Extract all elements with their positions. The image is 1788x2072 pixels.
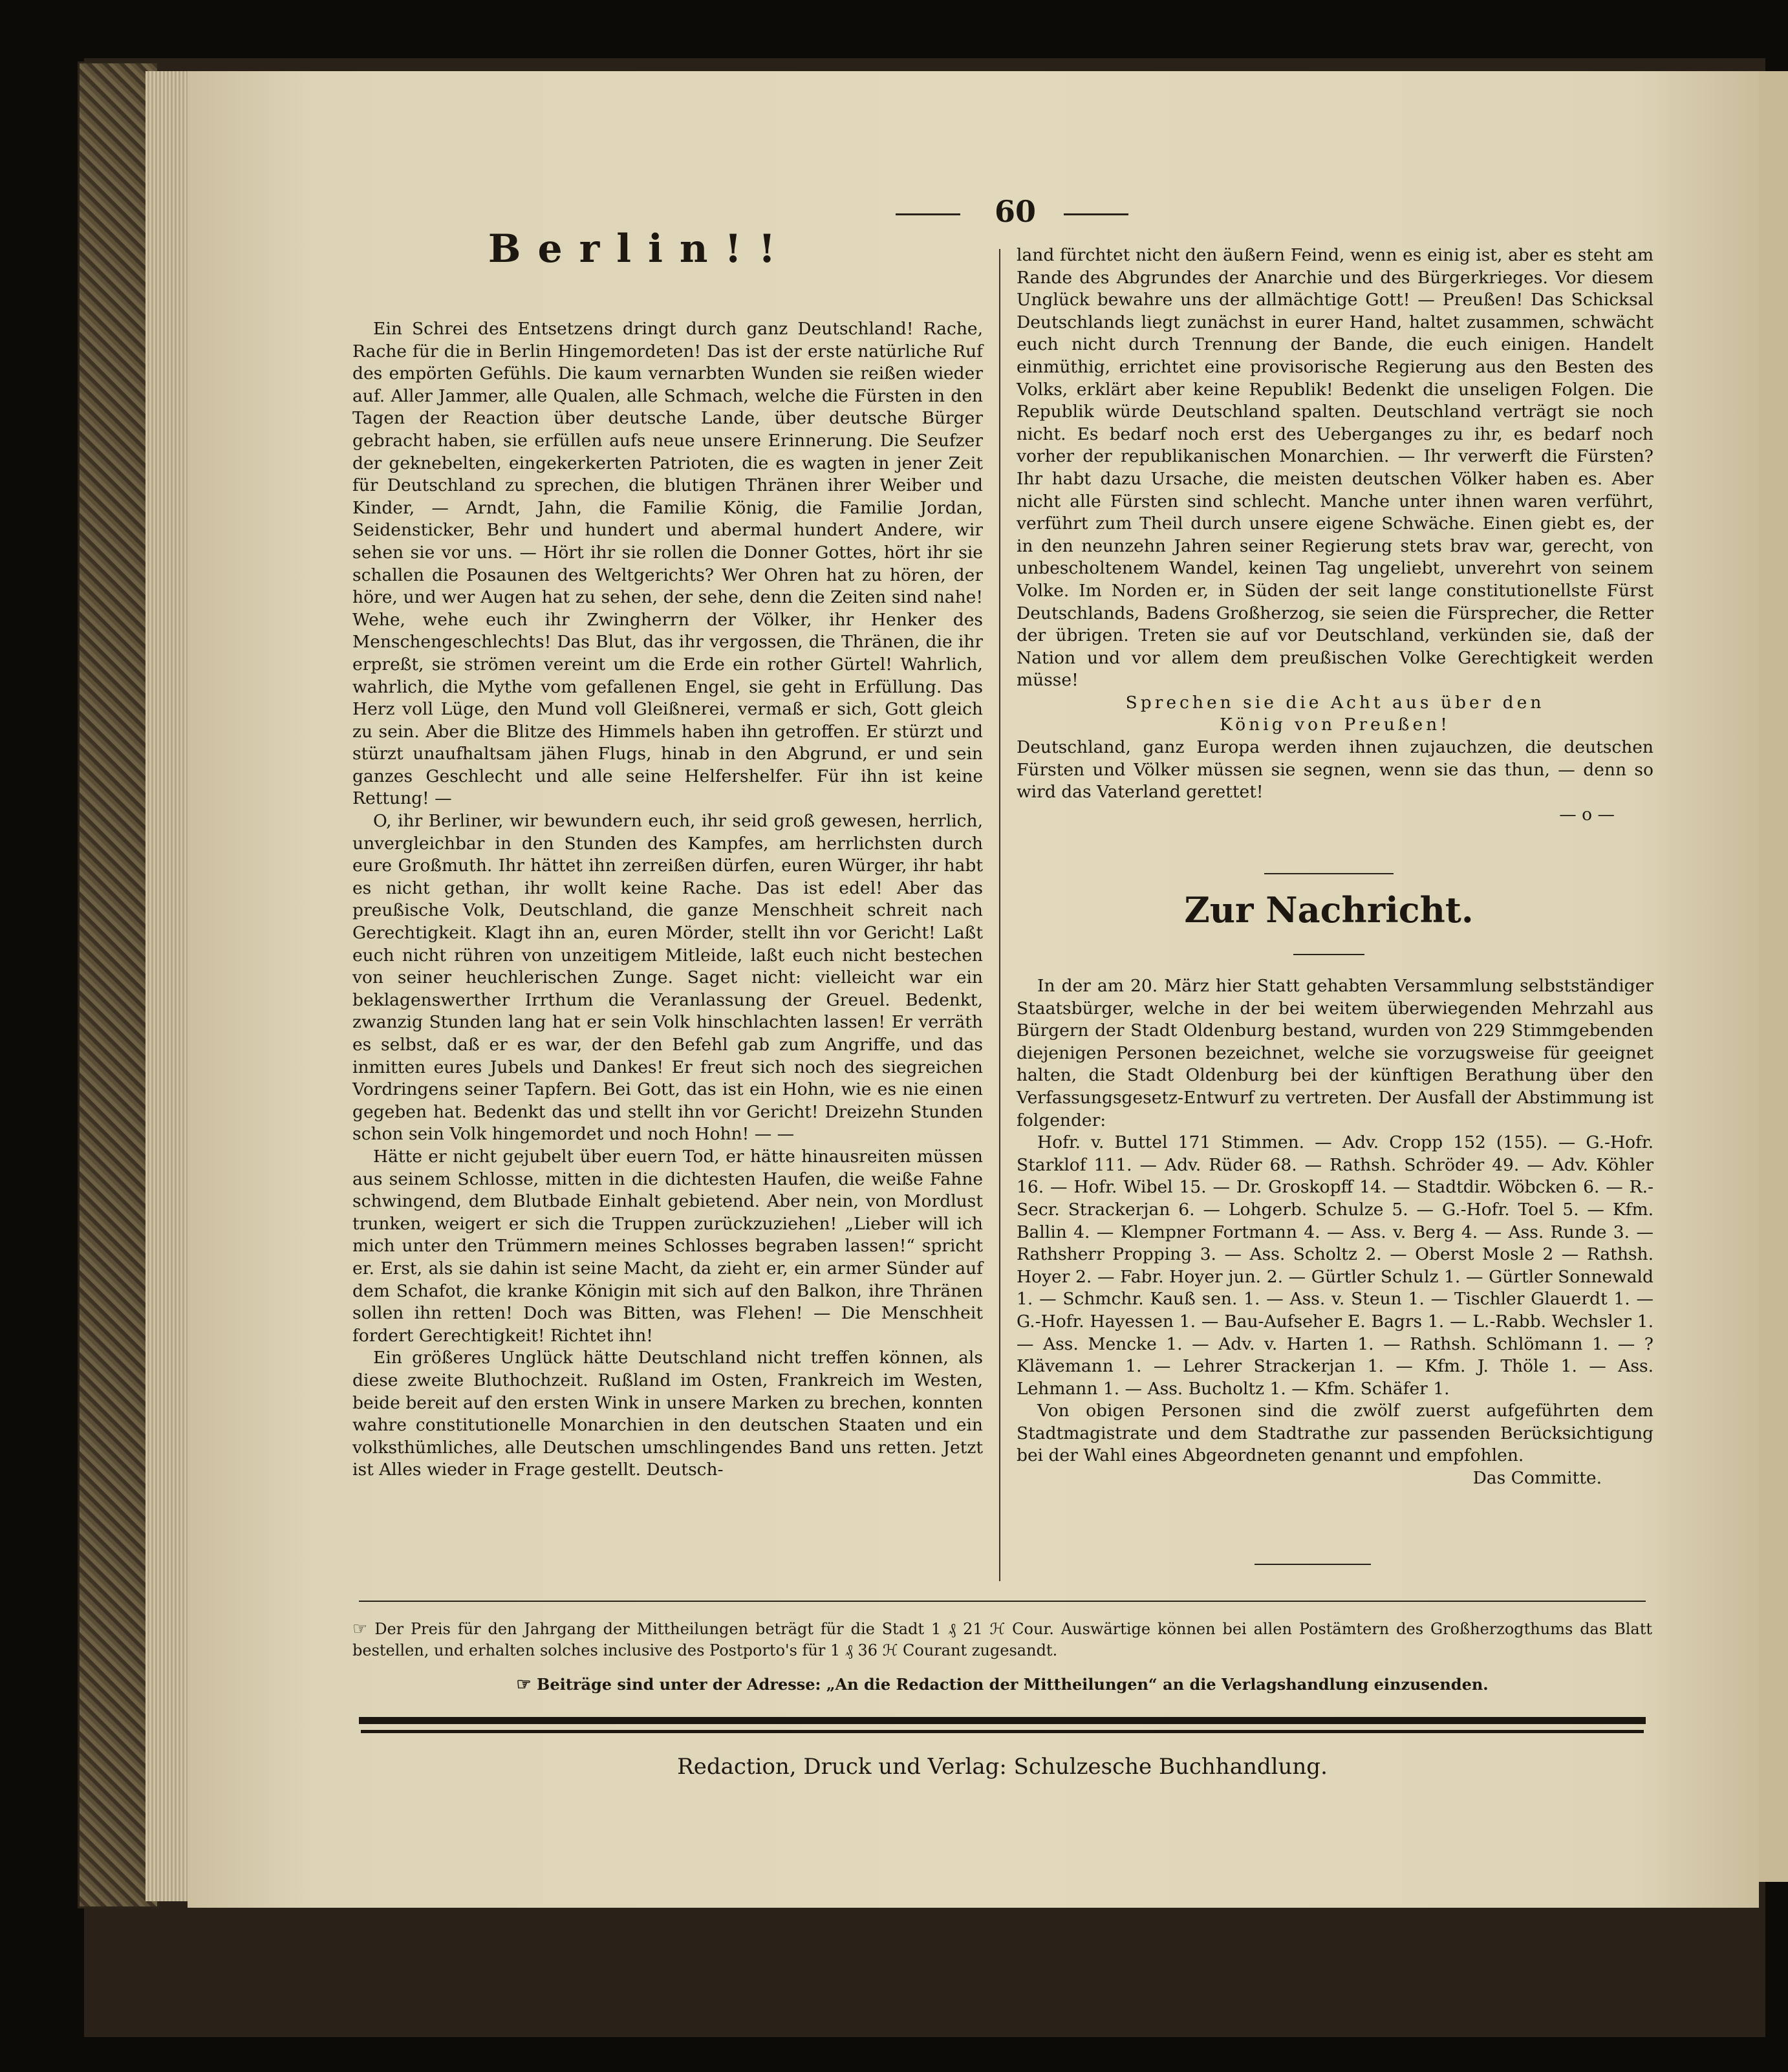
title-underline [1293, 954, 1364, 955]
pagenum-rule-right [1064, 213, 1128, 215]
vote-list: Hofr. v. Buttel 171 Stimmen. — Adv. Cropp 152 (155). — G.-Hofr. Starklof 111. — Adv. Rüder 68. — Rathsh. Schröder 49. — Adv. Köhler 16. — Hofr. Wibel 15. — Dr. Groskopff 14. — Stadtdir. Wöbcken 6. — R.-Secr. Strackerjan 6. — Lohgerb. Schulze 5. — G.-Hofr. Toel 5. — Kfm. Ballin 4. — Klempner Fortmann 4. — Ass. v. Berg 4. — Ass. Runde 3. — Rathsherr Propping 3. — Ass. Scholtz 2. — Oberst Mosle 2 — Rathsh. Hoyer 2. — Fabr. Hoyer jun. 2. — Gürtler Schulz 1. — Gürtler Sonnewald 1. — Schmchr. Kauß sen. 1. — Ass. v. Steun 1. — Tischler Glauerdt 1. — G.-Hofr. Hayessen 1. — Bau-Aufseher E. Bagrs 1. — L.-Rabb. Wechsler 1. — Ass. Mencke 1. — Adv. v. Harten 1. — Rathsh. Schlömann 1. — ? Klävemann 1. — Lehrer Strackerjan 1. — Kfm. J. Thöle 1. — Ass. Lehmann 1. — Ass. Bucholtz 1. — Kfm. Schäfer 1. [1017, 1132, 1653, 1399]
paragraph: Ein größeres Unglück hätte Deutschland nicht treffen können, als diese zweite Bluthochzeit. Rußland im Osten, Frankreich im Westen, beide bereit auf den ersten Wink in unsere Marken zu brechen, konnten wahre constitutionelle Monarchien in den deutschen Staaten und ein volksthümliches, alle Deutschen umschlingendes Band uns retten. Jetzt ist Alles wieder in Frage gestellt. Deutsch- [352, 1348, 983, 1480]
left-column [352, 318, 983, 1482]
section-separator [1264, 873, 1394, 874]
paragraph: O, ihr Berliner, wir bewundern euch, ihr seid groß gewesen, herrlich, unvergleichbar in den Stunden des Kampfes, am herrlichsten durch eure Großmuth. Ihr hättet ihn zerreißen dürfen, euren Würger, ihr habt es nicht gethan, ihr wollt keine Rache. Das ist edel! Aber das preußische Volk, Deutschland, die ganze Menschheit schreit nach Gerechtigkeit. Klagt ihn an, euren Mörder, stellt ihn vor Gericht! Laßt euch nicht rühren von unzeitigem Mitleide, laßt euch nicht bestechen von seiner heuchlerischen Zunge. Saget nicht: vielleicht war ein beklagenswerther Irrthum die Veranlassung der Greuel. Bedenkt, zwanzig Stunden lang hat er sein Volk hinschlachten lassen! Er verräth es selbst, daß er es war, der den Befehl gab zum Angriffe, und das inmitten eures Jubels und Dankes! Er freut sich noch des siegreichen Vordringens seiner Tapfern. Bei Gott, das ist ein Hohn, wie es nie einen gegeben hat. Bedenkt das und stellt ihn vor Gericht! Dreizehn Stunden schon sein Volk hingemordet und noch Hohn! — — [352, 811, 983, 1145]
address-note-text: Beiträge sind unter der Adresse: „An die Redaction der Mittheilungen“ an die Verlagshandlung einzusenden. [537, 1675, 1489, 1694]
paragraph: Ein Schrei des Entsetzens dringt durch ganz Deutschland! Rache, Rache für die in Berlin Hingemordeten! Das ist der erste natürliche Ruf des empörten Gefühls. Die kaum vernarbten Wunden sie reißen wieder auf. Aller Jammer, alle Qualen, alle Schmach, welche die Fürsten in den Tagen der Reaction über deutsche Lande, über deutsche Bürger gebracht haben, sie erfüllen aufs neue unsere Erinnerung. Die Seufzer der geknebelten, eingekerkerten Patrioten, die es wagten in jener Zeit für Deutschland zu sprechen, die blutigen Thränen ihrer Weiber und Kinder, — Arndt, Jahn, die Familie König, die Familie Jordan, Seidensticker, Behr und hundert und abermal hundert Andere, wir sehen sie vor uns. — Hört ihr sie rollen die Donner Gottes, hört ihr sie schallen die Posaunen des Weltgerichts? Wer Ohren hat zu hören, der höre, und wer Augen hat zu sehen, der sehe, denn die Zeiten sind nahe! Wehe, wehe euch ihr Zwingherrn der Völker, ihr Henker des Menschengeschlechts! Das Blut, das ihr vergossen, die Thränen, die ihr erpreßt, sie strömen vereint um die Erde ein rother Gürtel! Wahrlich, wahrlich, die Mythe vom gefallenen Engel, sie geht in Erfüllung. Das Herz voll Lüge, den Mund voll Gleißnerei, vermaß er sich, Gott gleich zu sein. Aber die Blitze des Himmels haben ihn getroffen. Er stürzt und stürzt unaufhaltsam jähen Flugs, hinab in den Abgrund, er und sein ganzes Geschlecht und alle seine Helfershelfer. Für ihn ist keine Rettung! — [352, 319, 983, 809]
footer-top-rule [359, 1601, 1646, 1602]
proclamation-line: Sprechen sie die Acht aus über den [1125, 692, 1545, 713]
article-title-berlin: Berlin!! [488, 226, 793, 272]
right-column [1017, 244, 1653, 826]
paragraph-closing: Deutschland, ganz Europa werden ihnen zujauchzen, die deutschen Fürsten und Völker müssen sie segnen, wenn sie das thun, — denn so wird das Vaterland gerettet! [1017, 737, 1653, 803]
proclamation-line: König von Preußen! [1220, 715, 1450, 735]
double-rule [359, 1717, 1646, 1724]
price-note-text: Der Preis für den Jahrgang der Mittheilungen beträgt für die Stadt 1 ₰ 21 ℋ Cour. Auswärtige können bei allen Postämtern des Großherzogthums das Blatt bestellen, und erhalten solches inclusive des Postporto's für 1 ₰ 36 ℋ Courant zugesandt. [352, 1620, 1652, 1659]
paragraph: In der am 20. März hier Statt gehabten Versammlung selbstständiger Staatsbürger, welche in der bei weitem überwiegenden Mehrzahl aus Bürgern der Stadt Oldenburg bestand, wurden von 229 Stimmgebenden diejenigen Personen bezeichnet, welche sie vorzugsweise für geeignet halten, die Stadt Oldenburg bei der künftigen Berathung über den Verfassungsgesetz-Entwurf zu vertreten. Der Ausfall der Abstimmung ist folgender: [1017, 976, 1653, 1130]
paragraph: Von obigen Personen sind die zwölf zuerst aufgeführten dem Stadtmagistrate und dem Stadtrathe zur passenden Berücksichtigung bei der Wahl eines Abgeordneten genannt und empfohlen. [1017, 1401, 1653, 1466]
column-divider [999, 249, 1000, 1581]
author-signature: — o — [1559, 804, 1615, 825]
paragraph-continuation: land fürchtet nicht den äußern Feind, wenn es einig ist, aber es steht am Rande des Abgrundes der Anarchie und des Bürgerkrieges. Vor diesem Unglück bewahre uns der allmächtige Gott! — Preußen! Das Schicksal Deutschlands liegt zunächst in eurer Hand, haltet zusammen, schwächt euch nicht durch Trennung der Bande, die euch einigen. Handelt einmüthig, errichtet eine provisorische Regierung aus den Besten des Volks, erklärt aber keine Republik! Bedenkt die unseligen Folgen. Die Republik würde Deutschland spalten. Deutschland verträgt sie noch nicht. Es bedarf noch erst des Ueberganges zu ihr, es bedarf noch vorher der republikanischen Monarchien. — Ihr verwerft die Fürsten? Ihr habt dazu Ursache, die meisten deutschen Völker haben es. Aber nicht alle Fürsten sind schlecht. Manche unter ihnen waren verführt, verführt zum Theil durch unsere eigene Schwäche. Einen giebt es, der in den neunzehn Jahren seiner Regierung stets brav war, gerecht, von unbescholtenem Wandel, keinen Tag ungeliebt, unverehrt von seinem Volke. Im Norden er, in Süden der seit lange constitutionellste Fürst Deutschlands, Badens Großherzog, sie seien die Fürsprecher, die Retter der übrigen. Treten sie auf vor Deutschland, verkünden sie, daß der Nation und vor allem dem preußischen Volke Gerechtigkeit werden müsse! [1017, 245, 1653, 691]
pointing-hand-icon: ☞ [516, 1675, 532, 1694]
committee-signature: Das Committe. [1472, 1468, 1602, 1489]
section-end-rule [1255, 1564, 1371, 1565]
nachricht-column [1017, 975, 1653, 1490]
footer-address-note [352, 1674, 1652, 1696]
section-title-nachricht: Zur Nachricht. [1184, 889, 1474, 931]
publisher-imprint: Redaction, Druck und Verlag: Schulzesche Buchhandlung. [677, 1754, 1328, 1780]
paragraph: Hätte er nicht gejubelt über euern Tod, er hätte hinausreiten müssen aus seinem Schlosse, mitten in die dichtesten Haufen, die weiße Fahne schwingend, dem Blutbade Einhalt gebietend. Aber nein, von Mordlust trunken, weigert er sich die Truppen zurückzuziehen! „Lieber will ich mich unter den Trümmern meines Schlosses begraben lassen!“ spricht er. Erst, als sie dahin ist seine Macht, da zieht er, ein armer Sünder auf dem Schafot, die kranke Königin mit sich auf den Balkon, ihre Thränen sollen ihn retten! Doch was Bitten, was Flehen! — Die Menschheit fordert Gerechtigkeit! Richtet ihn! [352, 1146, 983, 1346]
facing-page-edge [1759, 71, 1788, 1882]
page-number: 60 [994, 194, 1036, 229]
pointing-hand-icon: ☞ [352, 1619, 368, 1639]
footer-price-note [352, 1619, 1652, 1661]
